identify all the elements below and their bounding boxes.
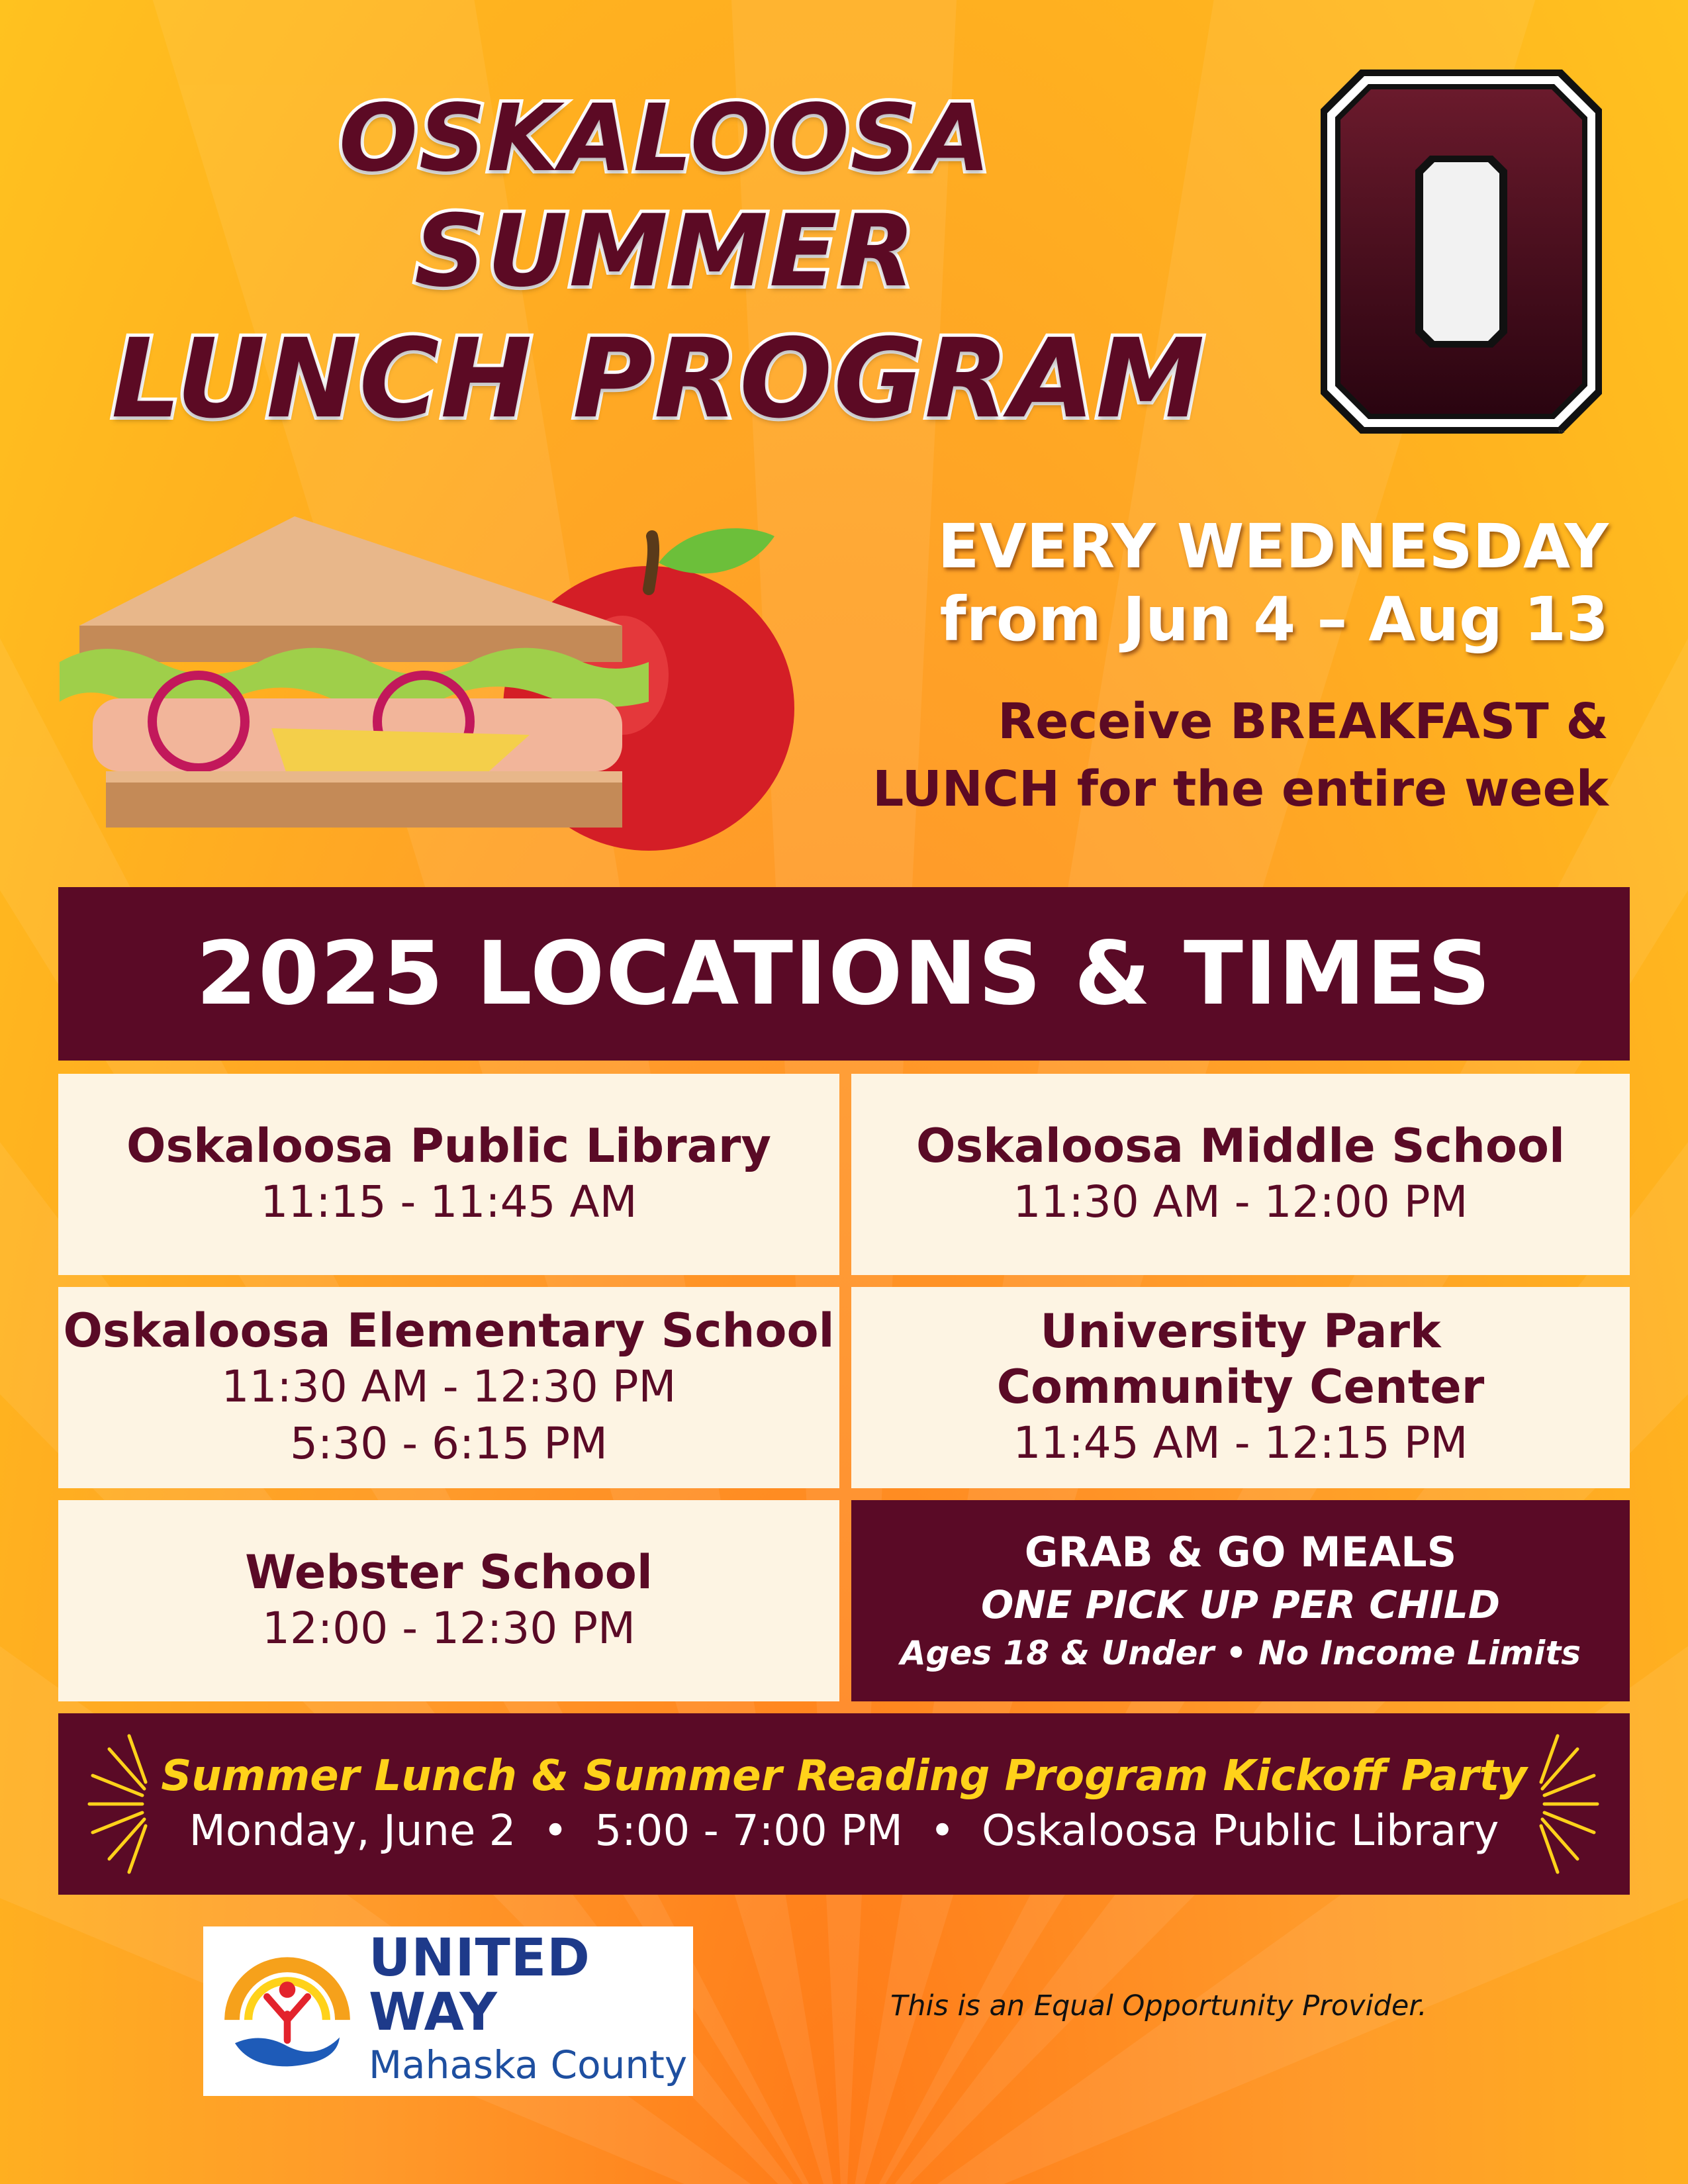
location-time: 11:30 AM - 12:30 PM: [221, 1361, 677, 1413]
sparkle-burst-icon: [79, 1729, 152, 1879]
location-time: 11:30 AM - 12:00 PM: [1013, 1176, 1468, 1228]
locations-header-banner: [58, 887, 1630, 1061]
trademark-symbol: ™: [1557, 429, 1566, 440]
location-name-line-2: Community Center: [996, 1360, 1485, 1415]
equal-opportunity-statement: This is an Equal Opportunity Provider.: [890, 1989, 1427, 2022]
title-line-2: SUMMER: [414, 194, 917, 309]
kickoff-title: Summer Lunch & Summer Reading Program Kickoff Party: [161, 1751, 1527, 1801]
grab-and-go-subtitle: ONE PICK UP PER CHILD: [980, 1582, 1501, 1628]
sparkle-burst-icon: [1534, 1729, 1607, 1879]
grab-and-go-title: GRAB & GO MEALS: [1024, 1527, 1457, 1576]
location-card-elementary-school: [58, 1287, 839, 1488]
schedule-day: EVERY WEDNESDAY: [937, 511, 1609, 582]
title-line-1: OSKALOOSA: [338, 85, 992, 193]
location-name-line-1: University Park: [1040, 1304, 1441, 1359]
offer-line-1: Receive BREAKFAST &: [998, 693, 1609, 750]
location-time: 11:45 AM - 12:15 PM: [1013, 1417, 1468, 1469]
location-card-webster-school: [58, 1500, 839, 1701]
location-card-public-library: [58, 1074, 839, 1275]
location-card-middle-school: [851, 1074, 1630, 1275]
title-line-3: LUNCH PROGRAM: [111, 315, 1206, 442]
location-name: Oskaloosa Elementary School: [63, 1304, 835, 1358]
sandwich-and-apple-illustration: [53, 510, 801, 861]
sponsor-name: UNITED WAY: [368, 1928, 590, 2043]
location-name: Webster School: [245, 1545, 653, 1600]
sponsor-county: Mahaska County: [368, 2042, 688, 2088]
locations-header: 2025 LOCATIONS & TIMES: [196, 923, 1492, 1025]
kickoff-party-banner: [58, 1713, 1630, 1895]
location-time: 12:00 - 12:30 PM: [262, 1603, 635, 1654]
united-way-hand-icon: [220, 1935, 354, 2087]
location-time: 11:15 - 11:45 AM: [260, 1176, 637, 1228]
grab-and-go-card: [851, 1500, 1630, 1701]
location-name: Oskaloosa Middle School: [915, 1119, 1566, 1174]
schedule-date-range: from Jun 4 – Aug 13: [939, 584, 1609, 655]
offer-line-2: LUNCH for the entire week: [872, 761, 1609, 818]
united-way-sponsor-logo: [203, 1926, 693, 2096]
oskaloosa-o-logo: [1321, 70, 1602, 434]
kickoff-details: Monday, June 2 • 5:00 - 7:00 PM • Oskaloosa Public Library: [189, 1807, 1499, 1856]
location-card-university-park: [851, 1287, 1630, 1488]
location-time-evening: 5:30 - 6:15 PM: [290, 1418, 608, 1469]
location-name: Oskaloosa Public Library: [126, 1119, 772, 1174]
grab-and-go-note: Ages 18 & Under • No Income Limits: [900, 1633, 1581, 1672]
